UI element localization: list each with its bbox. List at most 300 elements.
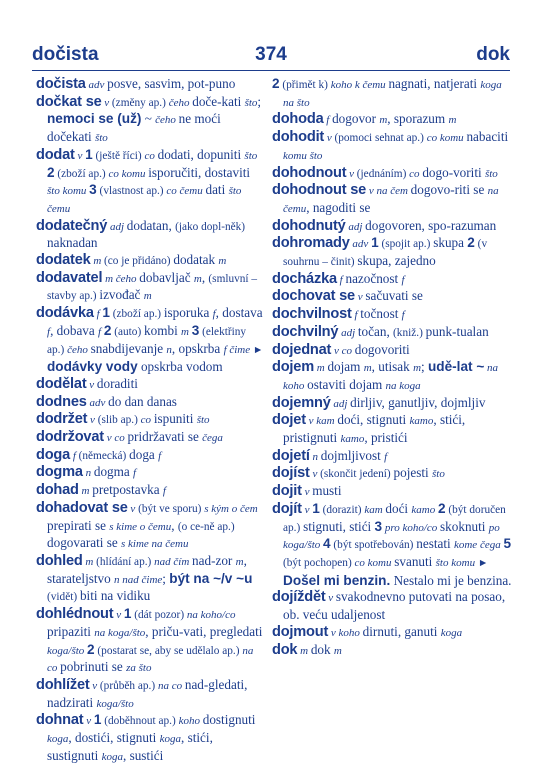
grammar-note: adj xyxy=(338,326,358,339)
dictionary-entry xyxy=(272,501,512,590)
dictionary-entry xyxy=(272,76,512,111)
grammar-note: što xyxy=(244,149,258,162)
dictionary-entry xyxy=(36,376,266,394)
grammar-note: m xyxy=(235,555,244,568)
translation-text: do dan danas xyxy=(108,393,177,409)
grammar-note: v xyxy=(346,167,357,180)
grammar-note: m xyxy=(90,255,105,268)
grammar-note: adj xyxy=(107,220,127,233)
translation-text: prepirati se xyxy=(47,517,110,533)
translation-text: , xyxy=(171,517,178,533)
context-note: (být doručen ap.) xyxy=(283,503,506,534)
headword: dohnat xyxy=(36,712,84,729)
translation-text: doći xyxy=(385,500,412,516)
translation-text: ; xyxy=(162,570,170,586)
translation-text: ne moći dočekati xyxy=(47,111,221,145)
grammar-note: m xyxy=(297,644,311,657)
grammar-note: čeho xyxy=(67,343,91,356)
translation-text: dogma xyxy=(93,464,134,480)
grammar-note: koga xyxy=(440,626,463,639)
translation-text: , dostići, stignuti xyxy=(68,730,160,746)
context-note: (německá) xyxy=(78,449,130,462)
grammar-note: koga na što xyxy=(283,79,502,109)
grammar-note: nad čím xyxy=(154,555,193,568)
grammar-note: što komu xyxy=(435,556,478,569)
translation-text: izvođač xyxy=(99,287,144,303)
dictionary-entry xyxy=(272,624,512,642)
grammar-note: v xyxy=(86,378,97,391)
translation-text: doga xyxy=(129,446,159,462)
dictionary-entry xyxy=(272,324,512,342)
dictionary-entry xyxy=(36,394,266,412)
sense-marker: dodávky vody xyxy=(47,359,138,375)
context-note: (být spotřebován) xyxy=(330,539,417,552)
sense-marker: 3 xyxy=(191,322,200,338)
header-rule xyxy=(32,70,510,71)
headword: dojet xyxy=(272,412,306,429)
translation-text: dodatan, xyxy=(126,217,176,233)
translation-text: isporuka xyxy=(163,305,213,321)
translation-text: doći, stignuti xyxy=(337,412,410,428)
context-note: (pomoci sehnat ap.) xyxy=(334,132,427,145)
headword: dodatečný xyxy=(36,217,108,234)
translation-text: pretpostavka xyxy=(92,482,163,498)
translation-text: dogovo-riti se xyxy=(410,182,488,198)
headword: dohlédnout xyxy=(36,606,114,623)
context-note: (o ce-ně ap.) xyxy=(177,520,235,533)
left-column xyxy=(36,76,266,765)
translation-text: točan, xyxy=(357,323,394,339)
grammar-note: na koga/što xyxy=(94,626,146,639)
dictionary-entry xyxy=(272,342,512,360)
translation-text: , stići, pristignuti xyxy=(283,412,466,446)
grammar-note: što čemu xyxy=(47,185,242,215)
sense-marker: 1 xyxy=(312,500,320,516)
grammar-note: s kime o čemu xyxy=(109,520,172,533)
dictionary-entry xyxy=(36,252,266,270)
context-note: (postarat se, aby se udělalo ap.) xyxy=(94,644,243,657)
headword: dojit xyxy=(272,483,302,500)
context-note: (přimět k) xyxy=(279,79,331,91)
dictionary-entry xyxy=(272,589,512,623)
grammar-note: f xyxy=(158,449,162,462)
context-note: (vlastnost ap.) xyxy=(96,185,167,198)
context-note: (jako dopl-něk) xyxy=(175,220,246,233)
context-note: (elektřiny ap.) xyxy=(47,325,247,356)
grammar-note: čeho xyxy=(168,96,193,109)
dictionary-entry xyxy=(272,448,512,466)
dictionary-entry xyxy=(36,147,266,218)
grammar-note: co komu xyxy=(426,132,467,145)
headword: dochvilnost xyxy=(272,306,352,323)
sense-marker: 2 xyxy=(87,641,95,657)
grammar-note: pro koho/co xyxy=(382,521,441,534)
dictionary-entry xyxy=(36,500,266,553)
dictionary-entry xyxy=(36,606,266,677)
grammar-note: f xyxy=(401,309,405,322)
grammar-note: adj xyxy=(330,397,351,410)
dictionary-entry xyxy=(272,165,512,183)
translation-text: dodatak xyxy=(173,252,219,268)
example-arrow-icon: ► xyxy=(477,557,489,569)
translation-text: , sustići xyxy=(122,747,164,763)
headword: dodat xyxy=(36,146,75,163)
dictionary-entry xyxy=(272,111,512,129)
headword: dodržet xyxy=(36,411,88,428)
translation-text: , pristići xyxy=(364,430,408,446)
context-note: (změny ap.) xyxy=(111,96,169,109)
headword: dojemný xyxy=(272,394,331,411)
translation-text: nestati xyxy=(416,536,454,552)
translation-text: dogovarati se xyxy=(47,535,121,551)
translation-text: nad-zor xyxy=(192,552,236,568)
translation-text: , stići, sustignuti xyxy=(47,730,213,763)
translation-text: biti na vidiku xyxy=(79,588,151,604)
dictionary-entry xyxy=(36,464,266,482)
context-note: (být ve sporu) xyxy=(138,502,205,515)
sense-marker: 2 xyxy=(47,164,55,180)
context-note: (ještě říci) xyxy=(92,149,145,162)
translation-text: dojam xyxy=(327,359,364,375)
grammar-note: čega xyxy=(202,432,223,445)
grammar-note: m xyxy=(363,362,372,375)
headword: dojmout xyxy=(272,623,329,640)
grammar-note: što komu xyxy=(47,185,90,198)
translation-text: skupa xyxy=(433,235,468,251)
grammar-note: f xyxy=(212,308,216,321)
grammar-note: s kým o čem xyxy=(204,502,258,515)
dictionary-entry xyxy=(36,482,266,500)
sense-marker: 5 xyxy=(503,536,512,552)
grammar-note: f xyxy=(351,309,361,322)
context-note: (v souhrnu – činit) xyxy=(283,238,488,269)
context-note: (smluvní – stavby ap.) xyxy=(47,272,258,303)
grammar-note: co xyxy=(409,167,423,180)
translation-text: , utisak xyxy=(371,359,414,375)
sense-marker: 2 xyxy=(272,76,280,91)
grammar-note: n xyxy=(309,450,321,463)
headword: dojetí xyxy=(272,447,310,464)
context-note: (kniž.) xyxy=(393,326,426,339)
headword: dodnes xyxy=(36,393,87,410)
grammar-note: co xyxy=(144,149,158,162)
dictionary-entry xyxy=(272,412,512,447)
grammar-note: m xyxy=(181,325,192,338)
grammar-note: za što xyxy=(126,662,152,675)
grammar-note: s kime na čemu xyxy=(120,538,189,551)
grammar-note: što xyxy=(244,96,258,109)
grammar-note: što xyxy=(94,132,108,145)
translation-text: nagnati, natjerati xyxy=(388,76,481,91)
context-note: (auto) xyxy=(111,325,145,338)
dictionary-entry xyxy=(272,271,512,289)
headword: dodávka xyxy=(36,305,94,322)
grammar-note: v xyxy=(89,679,100,692)
translation-text: ; xyxy=(421,359,428,375)
grammar-note: n nad čime xyxy=(114,573,163,586)
headword: dohad xyxy=(36,482,79,499)
context-note: (co je přidáno) xyxy=(104,255,174,268)
translation-text: kombi xyxy=(144,322,182,338)
context-note: (zboží ap.) xyxy=(54,167,109,180)
translation-text: dok xyxy=(310,641,334,657)
dictionary-entry xyxy=(272,465,512,483)
grammar-note: m xyxy=(333,644,342,657)
grammar-note: v xyxy=(325,592,336,605)
grammar-note: m xyxy=(82,555,97,568)
grammar-note: v xyxy=(301,503,313,516)
translation-text: dogovoriti xyxy=(354,341,410,357)
translation-text: , starateljstvo xyxy=(47,552,247,586)
grammar-note: kamo xyxy=(411,503,438,516)
dictionary-entry xyxy=(36,218,266,252)
grammar-note: na co xyxy=(47,644,254,675)
headword: dodavatel xyxy=(36,269,103,286)
dictionary-entry xyxy=(36,712,266,765)
example-arrow-icon: ► xyxy=(252,344,264,356)
translation-text: svanuti xyxy=(394,553,436,569)
headword: dodatek xyxy=(36,252,91,269)
translation-text: Nestalo mi je benzina. xyxy=(390,572,512,588)
sense-marker: 1 xyxy=(102,305,110,321)
context-note: (skončit jedení) xyxy=(320,468,394,481)
grammar-note: f xyxy=(133,467,137,480)
first-guide-word: dočista xyxy=(32,44,99,65)
grammar-note: adv xyxy=(85,79,108,91)
grammar-note: co komu xyxy=(354,556,395,569)
dictionary-entry xyxy=(272,395,512,413)
translation-text: punk-tualan xyxy=(425,323,489,339)
grammar-note: m xyxy=(413,362,422,375)
grammar-note: v xyxy=(87,414,98,427)
dictionary-entry xyxy=(272,129,512,164)
grammar-note: koga xyxy=(47,733,69,746)
sense-marker: 4 xyxy=(323,536,331,552)
sense-marker: 3 xyxy=(89,182,97,198)
headword: dojednat xyxy=(272,341,332,358)
sense-marker: 1 xyxy=(371,235,379,251)
translation-text: naknadan xyxy=(47,235,98,251)
grammar-note: f xyxy=(98,325,104,338)
translation-text: , priču-vati, pregledati xyxy=(145,623,263,639)
grammar-note: što xyxy=(432,468,445,481)
translation-text: sačuvati se xyxy=(365,288,423,304)
translation-text: ostaviti dojam xyxy=(307,376,386,392)
grammar-note: v co xyxy=(331,344,355,357)
translation-text: dirnuti, ganuti xyxy=(362,623,441,639)
translation-text: dati xyxy=(205,182,229,198)
grammar-note: po koga/što xyxy=(283,521,500,552)
dictionary-entry xyxy=(272,235,512,270)
grammar-note: na co xyxy=(157,679,185,692)
translation-text: doraditi xyxy=(96,375,138,391)
dictionary-entry xyxy=(36,94,266,147)
translation-text: dogovor xyxy=(332,111,380,127)
grammar-note: f xyxy=(384,450,388,463)
translation-text: ~ xyxy=(141,111,156,127)
headword: dočista xyxy=(36,76,86,92)
translation-text: snabdijevanje xyxy=(90,340,167,356)
translation-text: , opskrba xyxy=(171,340,224,356)
grammar-note: v xyxy=(113,609,124,622)
headword: dochvilný xyxy=(272,323,339,340)
translation-text: skoknuti xyxy=(440,518,489,534)
grammar-note: v xyxy=(324,132,335,145)
headword: dohoda xyxy=(272,111,324,128)
dictionary-entry xyxy=(272,483,512,501)
dictionary-entry xyxy=(36,447,266,465)
context-note: (vidět) xyxy=(47,591,80,604)
context-note: (být pochopen) xyxy=(283,556,355,569)
sense-marker: Došel mi benzin. xyxy=(283,572,391,588)
sense-marker: 1 xyxy=(123,606,132,622)
grammar-note: m čeho xyxy=(102,272,140,285)
grammar-note: v na čem xyxy=(366,185,411,198)
translation-text: musti xyxy=(312,483,342,499)
grammar-note: v xyxy=(101,96,112,109)
translation-text: nazočnost xyxy=(345,270,402,286)
grammar-note: čeho xyxy=(155,114,179,127)
translation-text: dojmljivost xyxy=(320,447,385,463)
translation-text: pridržavati se xyxy=(127,429,203,445)
dictionary-entry xyxy=(36,411,266,429)
translation-text: dogovoren, spo-razuman xyxy=(365,217,497,233)
grammar-note: što xyxy=(484,167,498,180)
grammar-note: f xyxy=(70,449,79,462)
grammar-note: kome čega xyxy=(453,539,504,552)
grammar-note: f xyxy=(401,273,405,286)
grammar-note: f čime xyxy=(223,343,253,356)
dictionary-entry xyxy=(36,553,266,606)
dictionary-entry xyxy=(272,218,512,236)
context-note: (spojit ap.) xyxy=(378,238,434,251)
grammar-note: koho xyxy=(178,715,203,728)
translation-text: stignuti, stići xyxy=(303,518,375,534)
grammar-note: na koga xyxy=(385,379,421,392)
page-number: 374 xyxy=(255,44,287,65)
grammar-note: kamo xyxy=(340,433,365,446)
headword: dodržovat xyxy=(36,429,104,446)
context-note: (dorazit) xyxy=(319,503,365,516)
grammar-note: v kam xyxy=(305,415,338,428)
dictionary-entry xyxy=(36,677,266,712)
headword: dok xyxy=(272,641,298,658)
headword: dogma xyxy=(36,464,83,481)
dictionary-entry xyxy=(272,182,512,217)
grammar-note: m xyxy=(78,485,93,498)
translation-text: svakodnevno putovati na posao, ob. veću udaljenost xyxy=(283,589,506,623)
grammar-note: na koho/co xyxy=(186,609,236,622)
grammar-note: m xyxy=(448,114,457,127)
translation-text: točnost xyxy=(360,306,402,322)
translation-text: , dostava xyxy=(215,305,263,321)
dictionary-entry xyxy=(36,429,266,447)
grammar-note: v xyxy=(83,715,94,728)
grammar-note: n xyxy=(82,467,94,480)
grammar-note: adv xyxy=(86,396,109,409)
dictionary-entry xyxy=(272,288,512,306)
grammar-note: m xyxy=(313,362,328,375)
sense-marker: 2 xyxy=(467,235,475,251)
headword: dojíst xyxy=(272,465,310,482)
grammar-note: kamo xyxy=(409,415,434,428)
last-guide-word: dok xyxy=(476,44,510,65)
grammar-note: v xyxy=(127,502,139,515)
grammar-note: f xyxy=(336,273,346,286)
headword: dohodit xyxy=(272,129,325,146)
sense-marker: 2 xyxy=(437,500,446,516)
dictionary-entry xyxy=(272,306,512,324)
grammar-note: na čemu xyxy=(283,185,499,215)
translation-text: , dobava xyxy=(50,322,99,338)
grammar-note: što xyxy=(196,414,210,427)
context-note: (slib ap.) xyxy=(97,414,141,427)
translation-text: , nagoditi se xyxy=(306,199,371,215)
translation-text: , sporazum xyxy=(387,111,449,127)
sense-marker: udě-lat ~ xyxy=(427,359,485,375)
headword: dochovat se xyxy=(272,288,355,305)
translation-text: dirljiv, ganutljiv, dojmljiv xyxy=(350,394,486,410)
headword: doga xyxy=(36,446,71,463)
translation-text: pripaziti xyxy=(47,623,95,639)
headword: docházka xyxy=(272,270,337,287)
translation-text: opskrba vodom xyxy=(137,359,223,375)
grammar-note: na koho xyxy=(283,362,499,392)
sense-marker: 1 xyxy=(93,712,102,728)
grammar-note: m xyxy=(379,114,388,127)
translation-text: pobrinuti se xyxy=(60,659,127,675)
translation-text: dodati, dopuniti xyxy=(157,146,245,162)
translation-text: skupa, zajedno xyxy=(357,253,436,269)
headword: dohlížet xyxy=(36,676,90,693)
context-note: (průběh ap.) xyxy=(99,679,158,692)
headword: dohadovat se xyxy=(36,499,128,516)
dictionary-entry xyxy=(272,359,512,394)
headword: dohled xyxy=(36,552,83,569)
sense-marker: být na ~/v ~u xyxy=(169,570,253,586)
grammar-note: v koho xyxy=(328,626,363,639)
page-header xyxy=(32,44,510,68)
grammar-note: f xyxy=(93,308,103,321)
dictionary-entry xyxy=(36,305,266,376)
grammar-note: kam xyxy=(364,503,386,516)
headword: dohromady xyxy=(272,235,350,252)
headword: dočkat se xyxy=(36,93,102,110)
headword: dojít xyxy=(272,500,302,517)
headword: dohodnutý xyxy=(272,217,346,234)
grammar-note: adv xyxy=(349,238,372,251)
translation-text: ; xyxy=(257,93,262,109)
translation-text: dogo-voriti xyxy=(422,164,485,180)
headword: dojem xyxy=(272,359,314,376)
sense-marker: nemoci se (už) xyxy=(47,111,142,127)
grammar-note: f xyxy=(47,325,51,338)
dictionary-entry xyxy=(272,642,512,660)
headword: dohodnout se xyxy=(272,182,367,199)
grammar-note: v xyxy=(301,486,313,499)
grammar-note: komu što xyxy=(283,149,323,162)
grammar-note: m xyxy=(193,272,202,285)
translation-text: doče-kati xyxy=(192,93,245,109)
context-note: (hlídání ap.) xyxy=(96,555,155,568)
grammar-note: koga xyxy=(159,733,181,746)
grammar-note: adj xyxy=(345,220,366,233)
headword: dojíždět xyxy=(272,589,326,606)
right-column xyxy=(272,76,512,659)
grammar-note: koga/što xyxy=(47,644,88,657)
translation-text: isporučiti, dostaviti xyxy=(148,164,251,180)
headword: dohodnout xyxy=(272,164,347,181)
